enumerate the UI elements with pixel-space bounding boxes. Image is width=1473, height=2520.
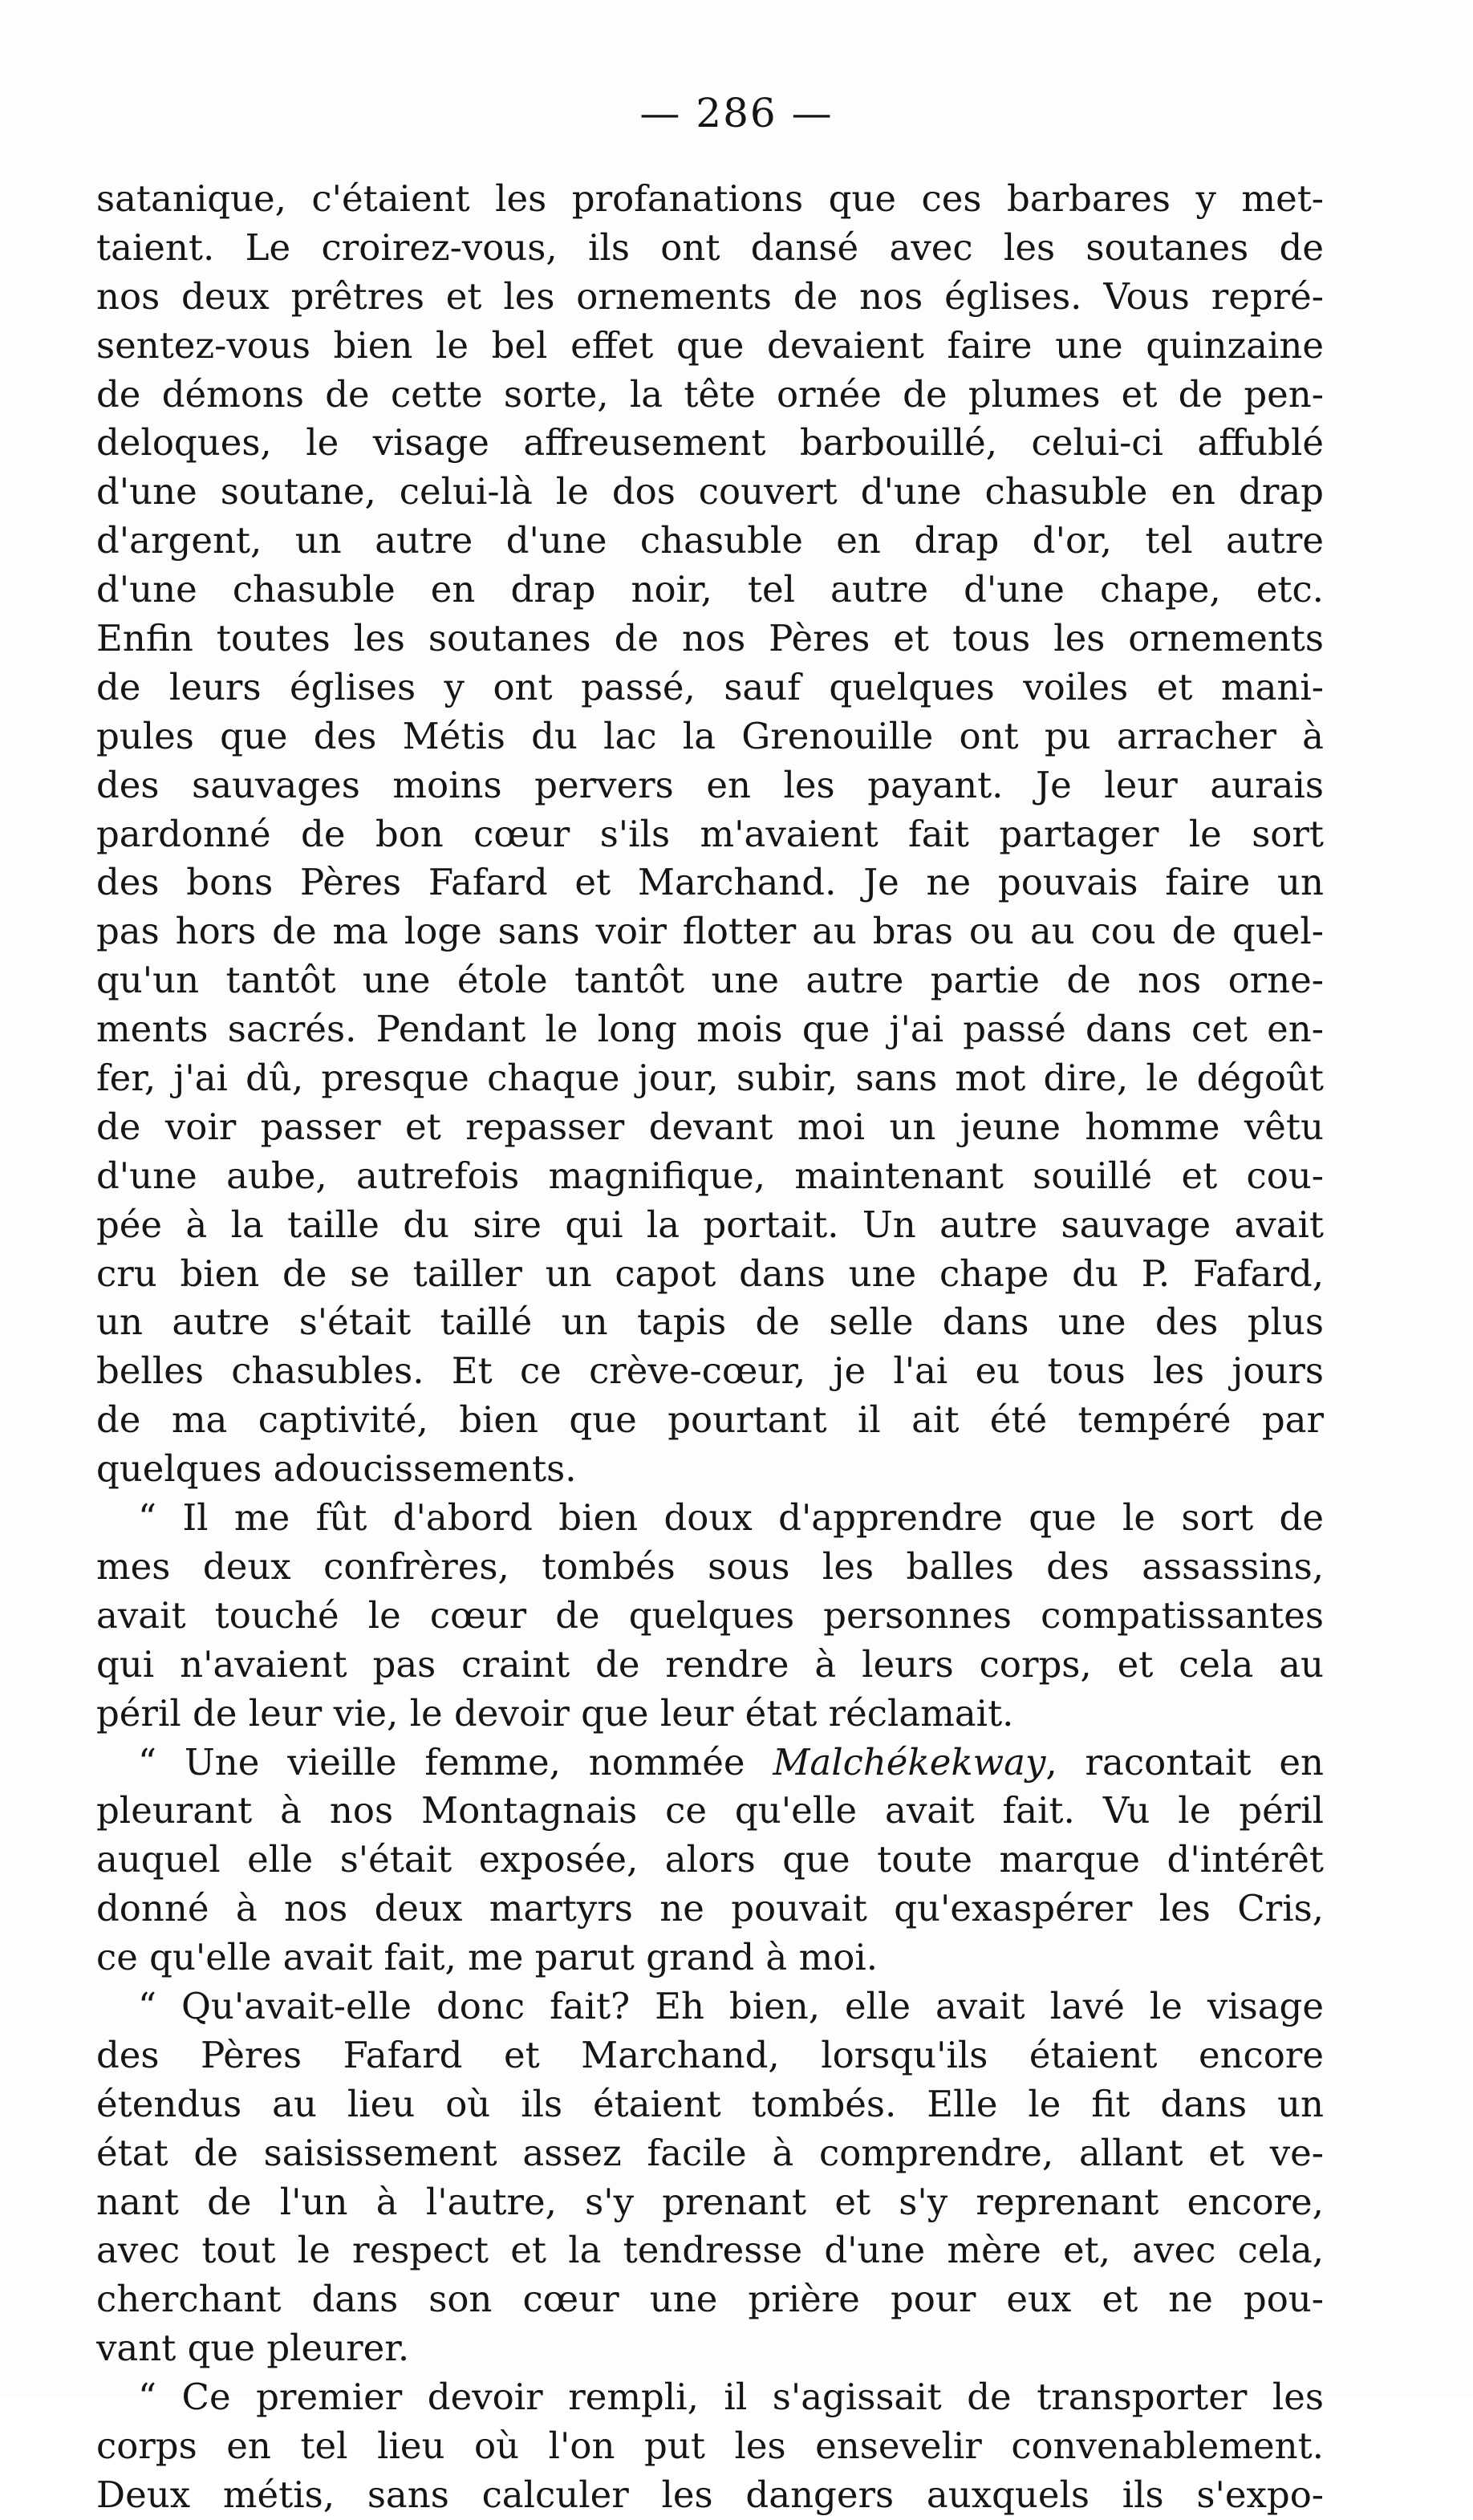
text-line: fer, j'ai dû, presque chaque jour, subir, sans mot dire, le dégoût: [96, 1057, 1324, 1100]
text-line: étendus au lieu où ils étaient tombés. Elle le fit dans un: [96, 2082, 1324, 2125]
text-line: quelques adoucissements.: [96, 1447, 577, 1491]
text-line: “ Il me fût d'abord bien doux d'apprendre que le sort de: [138, 1496, 1324, 1540]
text-line: “ Ce premier devoir rempli, il s'agissait de transporter les: [138, 2376, 1324, 2419]
text-line: pules que des Métis du lac la Grenouille ont pu arracher à: [96, 714, 1324, 757]
page-number: — 286 —: [639, 90, 834, 136]
text-line: des Pères Fafard et Marchand, lorsqu'ils étaient encore: [96, 2033, 1324, 2076]
text-line: donné à nos deux martyrs ne pouvait qu'exaspérer les Cris,: [96, 1887, 1324, 1930]
text-line: taient. Le croirez-vous, ils ont dansé avec les soutanes de: [96, 225, 1324, 269]
text-line: d'une aube, autrefois magnifique, maintenant souillé et cou-: [96, 1154, 1324, 1197]
text-line: avec tout le respect et la tendresse d'une mère et, avec cela,: [96, 2229, 1324, 2272]
text-line: un autre s'était taillé un tapis de selle dans une des plus: [96, 1301, 1324, 1344]
text-line: des bons Pères Fafard et Marchand. Je ne pouvais faire un: [96, 861, 1324, 904]
text-line: d'une chasuble en drap noir, tel autre d'une chape, etc.: [96, 568, 1324, 611]
text-segment: “ Une vieille femme, nommée: [138, 1740, 773, 1783]
text-line: satanique, c'étaient les profanations que ces barbares y met-: [96, 177, 1324, 220]
italic-name: Malchékekway: [773, 1740, 1046, 1783]
text-line: mes deux confrères, tombés sous les balles des assassins,: [96, 1544, 1324, 1588]
text-line: vant que pleurer.: [96, 2327, 410, 2370]
text-line: des sauvages moins pervers en les payant. Je leur aurais: [96, 763, 1324, 806]
text-line: ments sacrés. Pendant le long mois que j'ai passé dans cet en-: [96, 1008, 1324, 1051]
text-line: cru bien de se tailler un capot dans une chape du P. Fafard,: [96, 1252, 1324, 1295]
text-line: pas hors de ma loge sans voir flotter au bras ou au cou de quel-: [96, 910, 1324, 953]
text-line: état de saisissement assez facile à comprendre, allant et ve-: [96, 2131, 1324, 2174]
text-line: qui n'avaient pas craint de rendre à leurs corps, et cela au: [96, 1642, 1324, 1686]
text-line: pardonné de bon cœur s'ils m'avaient fait partager le sort: [96, 812, 1324, 855]
text-line: pée à la taille du sire qui la portait. Un autre sauvage avait: [96, 1203, 1324, 1246]
text-line: sentez-vous bien le bel effet que devaient faire une quinzaine: [96, 323, 1324, 367]
text-line: [96, 1739, 1324, 1788]
text-line: ce qu'elle avait fait, me parut grand à moi.: [96, 1936, 879, 1979]
text-line: belles chasubles. Et ce crève-cœur, je l'ai eu tous les jours: [96, 1349, 1324, 1393]
text-line: qu'un tantôt une étole tantôt une autre partie de nos orne-: [96, 959, 1324, 1002]
text-line: péril de leur vie, le devoir que leur état réclamait.: [96, 1691, 1014, 1735]
text-line: d'une soutane, celui-là le dos couvert d'une chasuble en drap: [96, 470, 1324, 513]
text-line: Deux métis, sans calculer les dangers auxquels ils s'expo-: [96, 2473, 1324, 2516]
text-line: corps en tel lieu où l'on put les ensevelir convenablement.: [96, 2424, 1324, 2467]
text-line: de démons de cette sorte, la tête ornée de plumes et de pen-: [96, 372, 1324, 416]
text-segment: , racontait en: [1045, 1740, 1324, 1783]
text-line: avait touché le cœur de quelques personnes compatissantes: [96, 1593, 1324, 1637]
text-line: cherchant dans son cœur une prière pour eux et ne pou-: [96, 2278, 1324, 2321]
text-line: “ Qu'avait-elle donc fait? Eh bien, elle avait lavé le visage: [138, 1984, 1324, 2027]
text-line: pleurant à nos Montagnais ce qu'elle avait fait. Vu le péril: [96, 1789, 1324, 1832]
text-line: d'argent, un autre d'une chasuble en drap d'or, tel autre: [96, 519, 1324, 562]
text-line: auquel elle s'était exposée, alors que toute marque d'intérêt: [96, 1838, 1324, 1881]
text-line: nos deux prêtres et les ornements de nos églises. Vous repré-: [96, 274, 1324, 318]
text-line: Enfin toutes les soutanes de nos Pères et tous les ornements: [96, 617, 1324, 660]
body-text: [96, 175, 1324, 2520]
text-line: deloques, le visage affreusement barbouillé, celui-ci affublé: [96, 421, 1324, 465]
text-line: de leurs églises y ont passé, sauf quelques voiles et mani-: [96, 665, 1324, 708]
text-line: nant de l'un à l'autre, s'y prenant et s'y reprenant encore,: [96, 2180, 1324, 2223]
text-line: de ma captivité, bien que pourtant il ait été tempéré par: [96, 1398, 1324, 1442]
text-line: de voir passer et repasser devant moi un jeune homme vêtu: [96, 1105, 1324, 1148]
